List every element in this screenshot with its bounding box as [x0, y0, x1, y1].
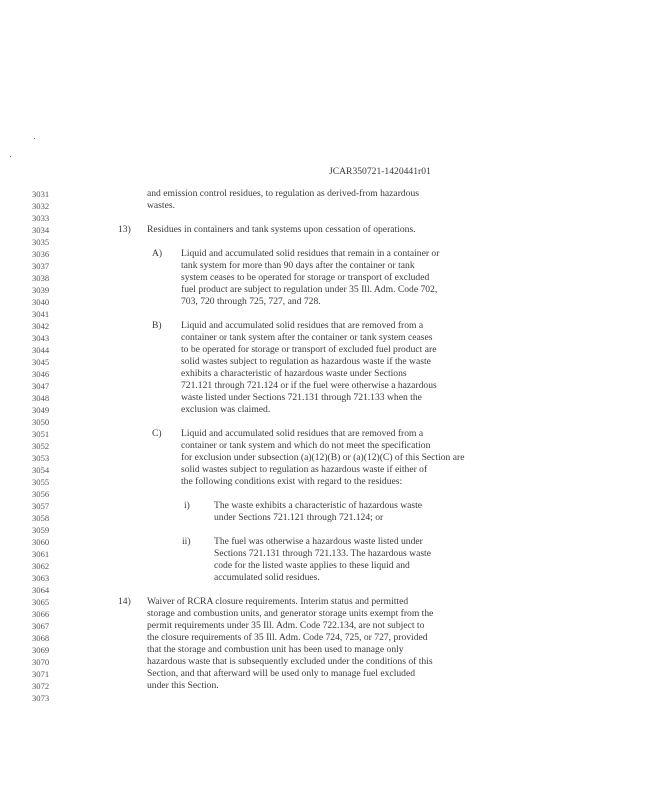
- line-number: 3045: [32, 357, 50, 367]
- line-number: 3049: [32, 405, 50, 415]
- body-line: The fuel was otherwise a hazardous waste listed under: [214, 536, 423, 547]
- line-number: 3057: [32, 501, 50, 511]
- line-number: 3040: [32, 297, 50, 307]
- line-number: 3051: [32, 429, 50, 439]
- line-number: 3044: [32, 345, 50, 355]
- subitem-label: B): [152, 320, 162, 331]
- line-number: 3050: [32, 417, 50, 427]
- body-line: under this Section.: [147, 680, 219, 691]
- line-number: 3036: [32, 249, 50, 259]
- subsubitem-label: ii): [182, 536, 191, 547]
- line-number: 3068: [32, 633, 50, 643]
- line-number: 3038: [32, 273, 50, 283]
- body-line: fuel product are subject to regulation under 35 Ill. Adm. Code 702,: [181, 284, 438, 295]
- line-number: 3037: [32, 261, 50, 271]
- line-number: 3053: [32, 453, 50, 463]
- line-number: 3048: [32, 393, 50, 403]
- line-number: 3039: [32, 285, 50, 295]
- body-line: accumulated solid residues.: [214, 572, 320, 583]
- line-number: 3052: [32, 441, 50, 451]
- line-number: 3054: [32, 465, 50, 475]
- body-line: solid wastes subject to regulation as hazardous waste if the waste: [181, 356, 431, 367]
- subitem-label: C): [152, 428, 162, 439]
- document-header: JCAR350721-1420441r01: [329, 166, 431, 177]
- body-line: to be operated for storage or transport of excluded fuel product are: [181, 344, 437, 355]
- body-line: Waiver of RCRA closure requirements. Interim status and permitted: [147, 596, 409, 607]
- body-line: Sections 721.131 through 721.133. The hazardous waste: [214, 548, 431, 559]
- line-number: 3041: [32, 309, 50, 319]
- body-line: container or tank system and which do not meet the specification: [181, 440, 431, 451]
- body-line: waste listed under Sections 721.131 through 721.133 when the: [181, 392, 422, 403]
- line-number: 3069: [32, 645, 50, 655]
- line-number: 3071: [32, 669, 50, 679]
- item-label: 14): [118, 596, 131, 607]
- scan-speck: [34, 138, 35, 139]
- line-number: 3070: [32, 657, 50, 667]
- line-number: 3031: [32, 189, 50, 199]
- body-line: for exclusion under subsection (a)(12)(B) or (a)(12)(C) of this Section are: [181, 452, 465, 463]
- body-line: tank system for more than 90 days after the container or tank: [181, 260, 415, 271]
- body-line: the following conditions exist with regard to the residues:: [181, 476, 403, 487]
- item-heading: Residues in containers and tank systems upon cessation of operations.: [147, 224, 416, 235]
- item-label: 13): [118, 224, 131, 235]
- body-line: Liquid and accumulated solid residues that are removed from a: [181, 428, 424, 439]
- body-line: solid wastes subject to regulation as hazardous waste if either of: [181, 464, 428, 475]
- line-number: 3042: [32, 321, 50, 331]
- line-number: 3072: [32, 681, 50, 691]
- line-number: 3058: [32, 513, 50, 523]
- body-line: Liquid and accumulated solid residues that remain in a container or: [181, 248, 440, 259]
- line-number: 3065: [32, 597, 50, 607]
- body-line: code for the listed waste applies to these liquid and: [214, 560, 410, 571]
- body-line: permit requirements under 35 Ill. Adm. Code 722.134, are not subject to: [147, 620, 425, 631]
- subsubitem-label: i): [184, 500, 190, 511]
- line-number: 3064: [32, 585, 50, 595]
- line-number: 3032: [32, 201, 50, 211]
- line-number: 3060: [32, 537, 50, 547]
- line-number: 3059: [32, 525, 50, 535]
- line-number: 3062: [32, 561, 50, 571]
- body-line: Section, and that afterward will be used only to manage fuel excluded: [147, 668, 416, 679]
- body-line: hazardous waste that is subsequently excluded under the conditions of this: [147, 656, 433, 667]
- line-number: 3034: [32, 225, 50, 235]
- line-number: 3067: [32, 621, 50, 631]
- line-number: 3033: [32, 213, 50, 223]
- line-number: 3073: [32, 693, 50, 703]
- subitem-label: A): [152, 248, 163, 259]
- line-number: 3061: [32, 549, 50, 559]
- body-line: under Sections 721.121 through 721.124; or: [214, 512, 384, 523]
- body-line: system ceases to be operated for storage or transport of excluded: [181, 272, 430, 283]
- line-number: 3056: [32, 489, 50, 499]
- line-number: 3055: [32, 477, 50, 487]
- scan-speck: [10, 156, 11, 157]
- line-number: 3047: [32, 381, 50, 391]
- line-number: 3063: [32, 573, 50, 583]
- body-line: wastes.: [147, 200, 175, 211]
- line-number: 3035: [32, 237, 50, 247]
- body-line: storage and combustion units, and generator storage units exempt from the: [147, 608, 434, 619]
- body-line: container or tank system after the container or tank system ceases: [181, 332, 433, 343]
- body-line: and emission control residues, to regulation as derived-from hazardous: [147, 188, 420, 199]
- body-line: that the storage and combustion unit has been used to manage only: [147, 644, 404, 655]
- line-number: 3066: [32, 609, 50, 619]
- body-line: 721.121 through 721.124 or if the fuel were otherwise a hazardous: [181, 380, 437, 391]
- body-line: Liquid and accumulated solid residues that are removed from a: [181, 320, 424, 331]
- body-line: exclusion was claimed.: [181, 404, 271, 415]
- line-number: 3046: [32, 369, 50, 379]
- body-line: 703, 720 through 725, 727, and 728.: [181, 296, 321, 307]
- body-line: the closure requirements of 35 Ill. Adm. Code 724, 725, or 727, provided: [147, 632, 428, 643]
- line-number: 3043: [32, 333, 50, 343]
- body-line: The waste exhibits a characteristic of hazardous waste: [214, 500, 423, 511]
- body-line: exhibits a characteristic of hazardous waste under Sections: [181, 368, 407, 379]
